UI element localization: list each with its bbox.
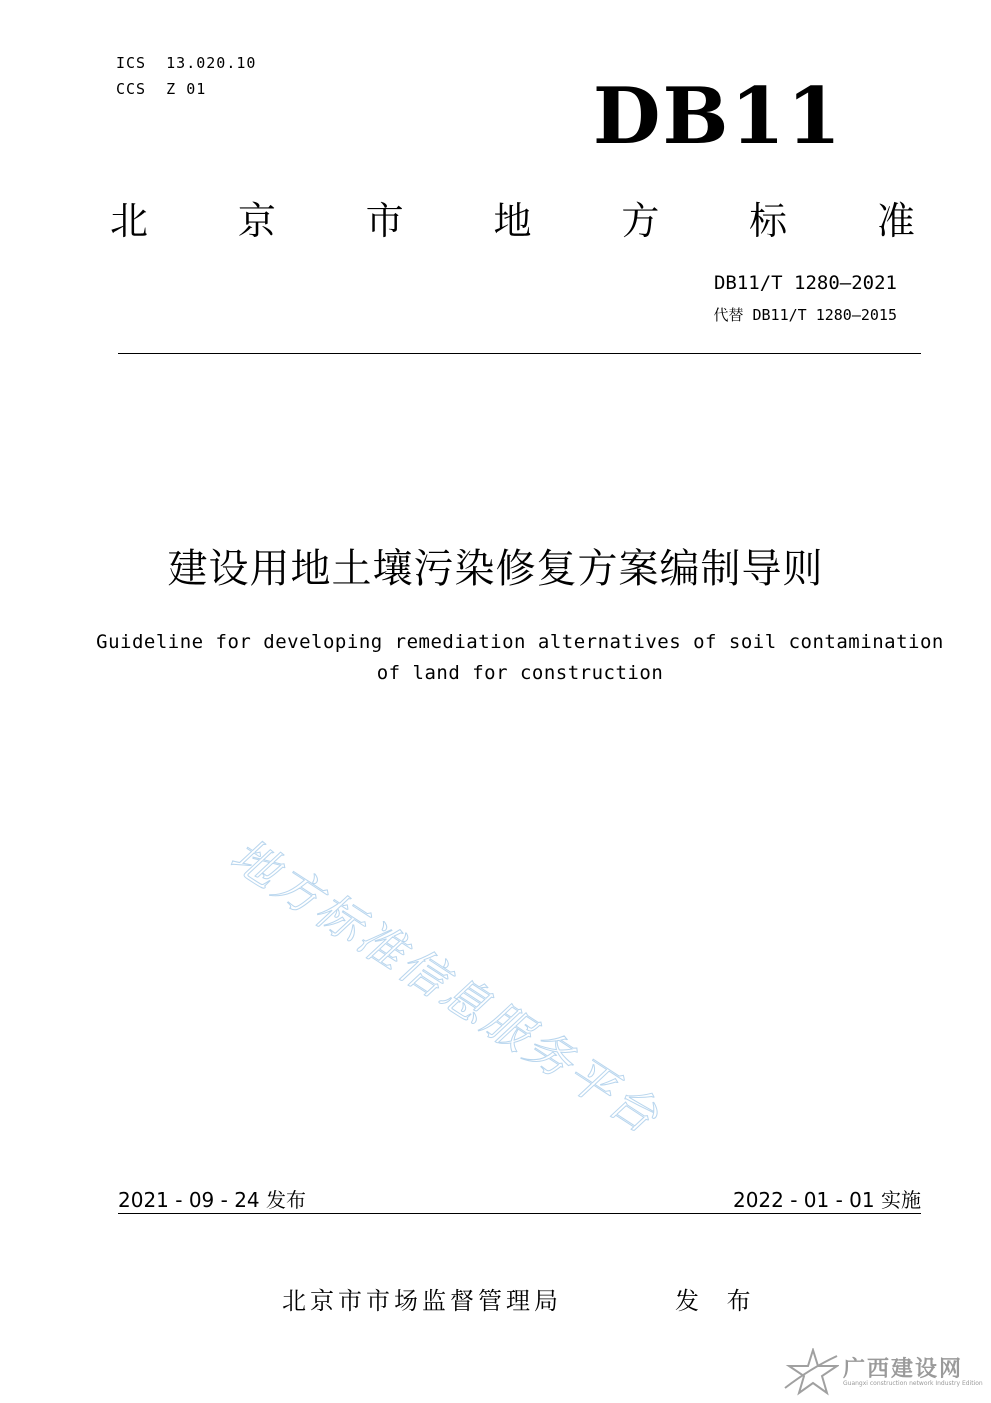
standard-number: DB11/T 1280—2021 <box>713 272 897 294</box>
heading-char: 方 <box>621 198 660 243</box>
star-icon <box>783 1348 839 1396</box>
classification-codes <box>116 50 256 102</box>
heading-char: 标 <box>749 198 788 243</box>
issue-date: 2021 - 09 - 24 发布 <box>118 1188 307 1212</box>
heading-char: 市 <box>365 198 404 243</box>
publisher: 北京市市场监督管理局 <box>282 1287 562 1315</box>
title-english-line-1: Guideline for developing remediation alternatives of soil contamination <box>96 631 944 653</box>
heading-char: 京 <box>237 198 276 243</box>
title-english-line-2: of land for construction <box>376 662 664 684</box>
publish-label: 发 布 <box>675 1287 761 1315</box>
implementation-date: 2022 - 01 - 01 实施 <box>732 1188 921 1212</box>
title-english <box>60 627 980 689</box>
site-subtitle: Guangxi construction network Industry Edition <box>843 1380 983 1387</box>
site-name: 广西建设网 <box>843 1356 964 1382</box>
top-divider <box>118 353 921 354</box>
title-chinese: 建设用地土壤污染修复方案编制导则 <box>167 546 824 592</box>
bottom-divider <box>118 1213 921 1214</box>
site-logo <box>783 1348 983 1398</box>
heading-char: 北 <box>110 198 149 243</box>
local-standard-heading <box>110 192 915 242</box>
watermark: 地方标准信息服务平台 <box>221 827 671 1146</box>
ccs-code: CCS Z 01 <box>116 80 207 98</box>
heading-char: 地 <box>493 198 532 243</box>
standard-code-logo: DB11 <box>592 71 843 162</box>
replaces-standard: 代替 DB11/T 1280—2015 <box>713 306 897 324</box>
ics-code: ICS 13.020.10 <box>116 54 257 72</box>
heading-char: 准 <box>876 198 915 243</box>
